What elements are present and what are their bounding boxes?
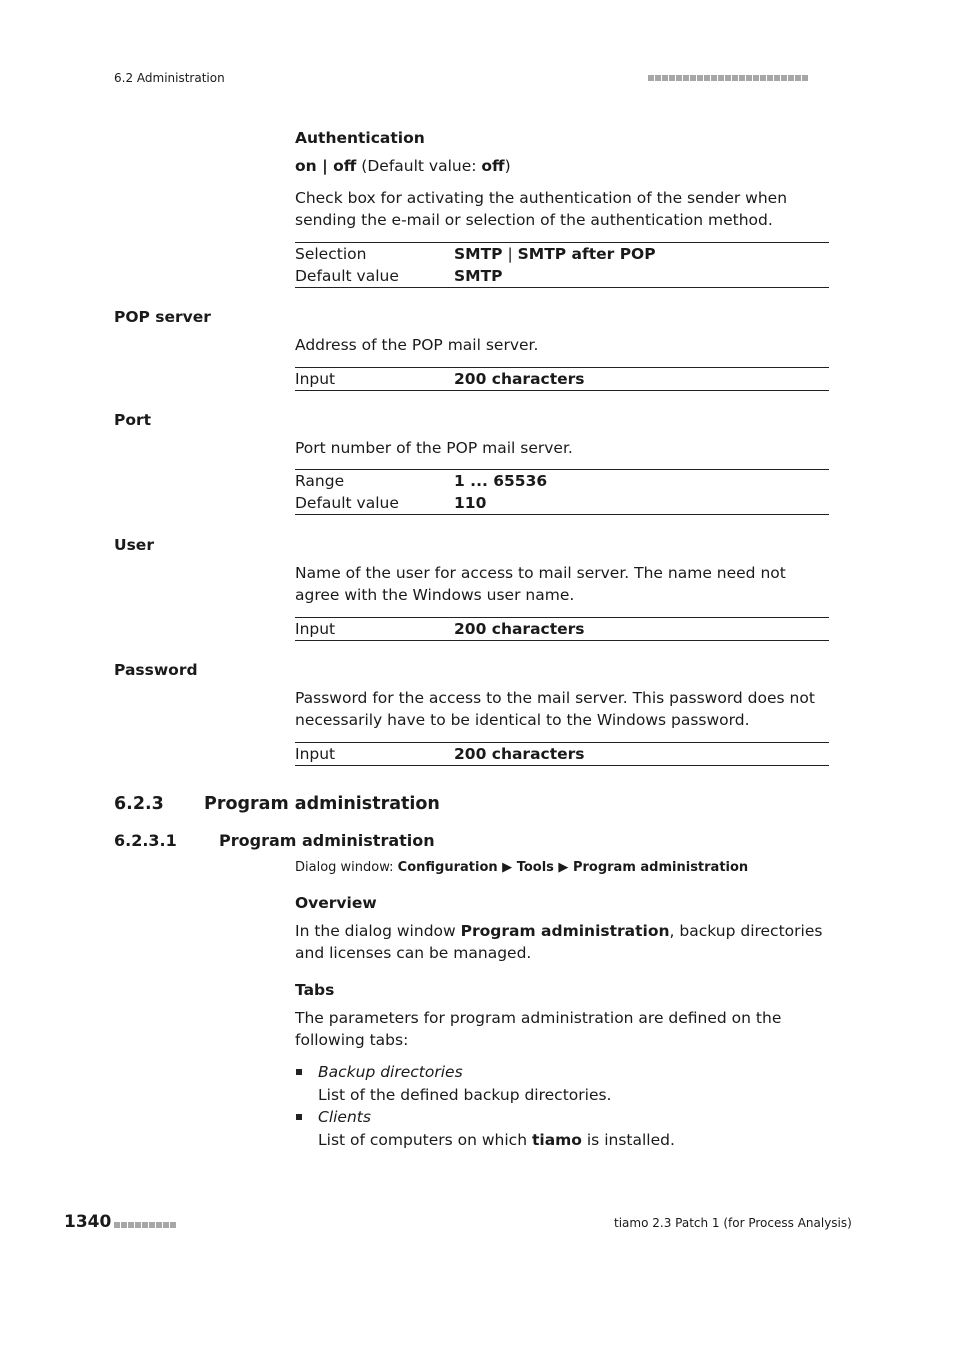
header-dot-bar <box>648 71 809 84</box>
row-key: Input <box>295 370 336 388</box>
value-smtp: SMTP <box>454 245 503 263</box>
row-value: 200 characters <box>454 620 585 638</box>
pop-server-title: POP server <box>114 308 211 326</box>
crumb-tools: Tools <box>516 860 554 875</box>
crumb-prefix: Dialog window: <box>295 860 398 875</box>
tab-backup-directories: Backup directories <box>318 1063 463 1081</box>
crumb-arrow-icon: ▶ <box>553 860 573 875</box>
row-key: Default value <box>295 267 399 285</box>
header-dot <box>683 75 689 81</box>
user-description: Name of the user for access to mail server. The name need not agree with the Windows user name. <box>295 564 786 604</box>
header-dot <box>767 75 773 81</box>
tabs-title: Tabs <box>295 981 335 999</box>
overview-text-bold: Program administration <box>460 922 670 940</box>
password-title: Password <box>114 661 198 679</box>
running-header-section: 6.2 Administration <box>114 71 225 85</box>
header-dot <box>739 75 745 81</box>
header-dot <box>802 75 808 81</box>
subsection-number: 6.2.3.1 <box>114 831 177 850</box>
row-value: 200 characters <box>454 370 585 388</box>
pop-server-description: Address of the POP mail server. <box>295 336 539 354</box>
default-suffix: ) <box>504 157 511 175</box>
overview-text-a: In the dialog window <box>295 922 461 940</box>
option-on: on <box>295 157 317 175</box>
header-dot <box>746 75 752 81</box>
overview-text <box>295 920 829 964</box>
tab-clients-desc <box>318 1129 675 1151</box>
header-dot <box>704 75 710 81</box>
value-smtp-after-pop: SMTP after POP <box>517 245 656 263</box>
header-dot <box>725 75 731 81</box>
bullet-icon <box>296 1069 302 1075</box>
table-row <box>295 618 829 640</box>
default-prefix: (Default value: <box>356 157 482 175</box>
row-key: Default value <box>295 494 399 512</box>
row-value: SMTP <box>454 267 503 285</box>
header-dot <box>690 75 696 81</box>
row-value: 110 <box>454 494 487 512</box>
row-key: Input <box>295 745 336 763</box>
header-dot <box>711 75 717 81</box>
clients-desc-b: is installed. <box>581 1131 675 1149</box>
option-separator: | <box>316 157 334 175</box>
row-value: 200 characters <box>454 745 585 763</box>
table-row <box>295 243 829 265</box>
tab-backup-directories-desc: List of the defined backup directories. <box>318 1086 612 1104</box>
authentication-table <box>295 242 829 288</box>
tab-clients: Clients <box>318 1108 371 1126</box>
password-table <box>295 742 829 766</box>
table-row <box>295 470 829 492</box>
header-dot <box>662 75 668 81</box>
overview-title: Overview <box>295 894 377 912</box>
header-dot <box>718 75 724 81</box>
port-table <box>295 469 829 515</box>
footer-product: tiamo 2.3 Patch 1 (for Process Analysis) <box>614 1216 852 1230</box>
port-description: Port number of the POP mail server. <box>295 439 573 457</box>
header-dot <box>753 75 759 81</box>
header-dot <box>697 75 703 81</box>
password-description: Password for the access to the mail server. This password does not necessarily have to be identical to the Windows password. <box>295 689 815 729</box>
table-row <box>295 743 829 765</box>
user-table <box>295 617 829 641</box>
crumb-configuration: Configuration <box>397 860 498 875</box>
dialog-breadcrumb <box>295 860 748 875</box>
header-dot <box>676 75 682 81</box>
port-title: Port <box>114 411 152 429</box>
authentication-title: Authentication <box>295 129 425 147</box>
row-value <box>454 243 656 265</box>
header-dot <box>732 75 738 81</box>
row-key: Selection <box>295 245 367 263</box>
header-dot <box>760 75 766 81</box>
row-key: Input <box>295 620 336 638</box>
authentication-description: Check box for activating the authentication of the sender when sending the e-mail or selection of the authentication method. <box>295 189 788 229</box>
crumb-arrow-icon: ▶ <box>497 860 517 875</box>
header-dot <box>788 75 794 81</box>
value-separator: | <box>502 245 518 263</box>
pop-server-table <box>295 367 829 391</box>
footer-dot-bar <box>114 1218 177 1231</box>
header-dot <box>669 75 675 81</box>
tabs-intro: The parameters for program administration are defined on the following tabs: <box>295 1009 782 1049</box>
header-dot <box>648 75 654 81</box>
table-row <box>295 492 829 514</box>
header-dot <box>774 75 780 81</box>
authentication-options <box>295 155 511 177</box>
table-row <box>295 265 829 287</box>
bullet-icon <box>296 1114 302 1120</box>
section-number: 6.2.3 <box>114 794 164 814</box>
header-dot <box>655 75 661 81</box>
subsection-title: Program administration <box>219 831 435 850</box>
default-value: off <box>481 157 505 175</box>
row-key: Range <box>295 472 345 490</box>
option-off: off <box>333 157 357 175</box>
clients-desc-bold: tiamo <box>531 1131 582 1149</box>
row-value: 1 ... 65536 <box>454 472 548 490</box>
page-number: 1340 <box>64 1212 112 1232</box>
crumb-program-administration: Program administration <box>572 860 749 875</box>
section-title: Program administration <box>204 794 440 814</box>
overview-text-b: , backup directories and licenses can be managed. <box>295 922 823 962</box>
user-title: User <box>114 536 154 554</box>
table-row <box>295 368 829 390</box>
clients-desc-a: List of computers on which <box>318 1131 532 1149</box>
header-dot <box>781 75 787 81</box>
header-dot <box>795 75 801 81</box>
